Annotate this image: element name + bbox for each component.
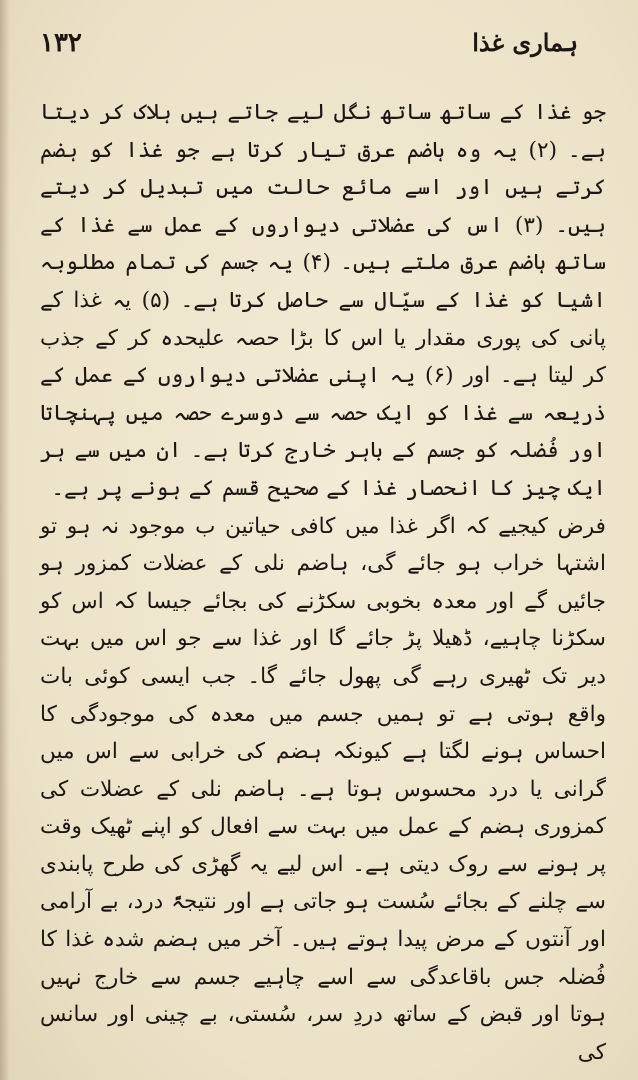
page-number: ۱۳۲ (40, 28, 82, 58)
paragraph: فرض کیجیے کہ اگر غذا میں کافی حیاتین ب موجود نہ ہو تو اشتہا خراب ہو جائے گی، ہاضم نلی کے عضلات کمزور ہو جائیں گے اور معدہ بخوبی سکڑنے کی بجائے جیسا کہ اس کو سکڑنا چاہیے، ڈھیلا پڑ جائے گا اور غذا سے جو اس میں بہت دیر تک ٹھیری رہے گی پھول جائے گا۔ جب ایسی کوئی بات واقع ہوتی ہے تو ہمیں جسم میں معدہ کی موجودگی کا احساس ہونے لگتا ہے کیونکہ ہضم کی خرابی سے اس میں گرانی یا درد محسوس ہوتا ہے۔ ہاضم نلی کے عضلات کی کمزوری ہضم کے عمل میں بہت سے افعال کو اپنے ٹھیک وقت پر ہونے سے روک دیتی ہے۔ اس لیے یہ گھڑی کی طرح پابندی سے چلنے کے بجائے سُست ہو جاتی ہے اور نتیجۃً درد، بے آرامی اور آنتوں کے مرض پیدا ہوتے ہیں۔ آخر میں ہضم شدہ غذا کا فُضلہ جس باقاعدگی سے اسے چاہیے جسم سے خارج نہیں ہوتا اور قبض کے ساتھ دردِ سر، سُستی، بے چینی اور سانس کی (40, 513, 606, 1065)
page-edge-shadow (0, 0, 10, 1080)
paragraph: جو غذا کے ساتھ ساتھ نگل لیے جاتے ہیں ہلاک کر دیتا ہے۔ (۲) یہ وہ ہاضم عرق تیار کرتا ہے جو غذا کو ہضم کرتے ہیں اور اسے مائع حالت میں تبدیل کر دیتے ہیں۔ (۳) اس کی عضلاتی دیواروں کے عمل سے غذا کے ساتھ ہاضم عرق ملتے ہیں۔ (۴) یہ جسم کی تمام مطلوبہ اشیا کو غذا کے سیّال سے حاصل کرتا ہے۔ (۵) یہ غذا کے پانی کی پوری مقدار یا اس کا بڑا حصہ علیحدہ کر کے جذب کر لیتا ہے۔ اور (۶) یہ اپنی عضلاتی دیواروں کے عمل کے ذریعہ سے غذا کو ایک حصہ سے دوسرے حصہ میں پہنچاتا اور فُضلہ کو جسم کے باہر خارج کرتا ہے۔ ان میں سے ہر ایک چیز کا انحصار غذا کے صحیح قسم کے ہونے پر ہے۔ (40, 100, 606, 501)
body-text (40, 94, 606, 1065)
running-title: ہماری غذا (472, 28, 578, 57)
page-header (40, 28, 598, 68)
